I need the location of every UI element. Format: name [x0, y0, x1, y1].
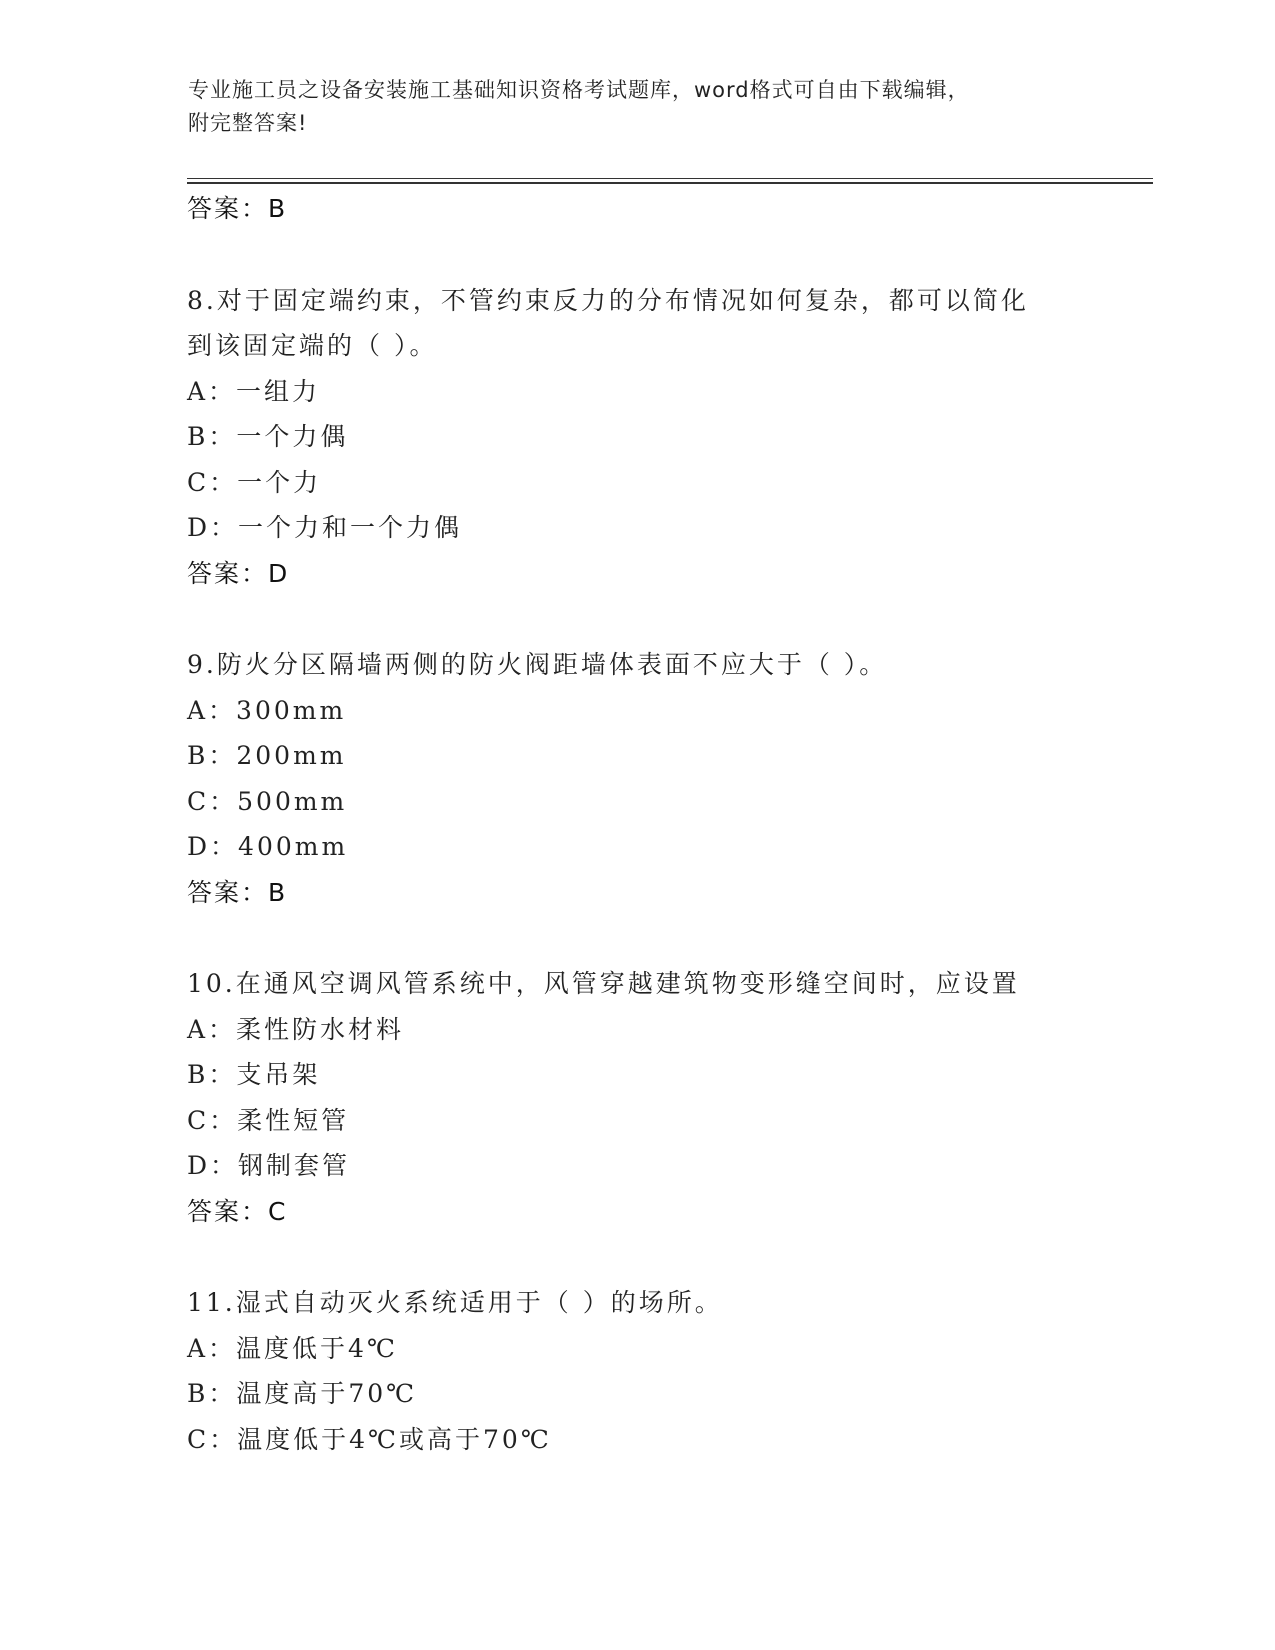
option-a: A：温度低于4℃ — [187, 1333, 398, 1363]
option-c: C：500mm — [187, 786, 348, 816]
header-rule-thin — [187, 178, 1153, 179]
spacer — [187, 596, 1137, 642]
option-b: B：200mm — [187, 741, 347, 770]
answer-line: 答案：D — [187, 558, 290, 588]
option-c: C：柔性短管 — [187, 1105, 350, 1135]
document-header — [188, 74, 1068, 140]
question-stem: 9.防火分区隔墙两侧的防火阀距墙体表面不应大于（ ）。 — [187, 650, 888, 679]
option-d: D：钢制套管 — [187, 1151, 351, 1180]
question-stem: 10.在通风空调风管系统中，风管穿越建筑物变形缝空间时，应设置 — [187, 969, 1020, 998]
option-c: C：温度低于4℃或高于70℃ — [187, 1424, 552, 1454]
option-c: C：一个力 — [187, 467, 322, 497]
spacer — [187, 1234, 1137, 1280]
question-9 — [187, 642, 1137, 915]
header-rule-thick — [187, 182, 1153, 184]
question-8 — [187, 278, 1137, 597]
spacer — [187, 232, 1137, 278]
question-10 — [187, 961, 1137, 1234]
question-stem: 11.湿式自动灭火系统适用于（ ）的场所。 — [187, 1288, 723, 1317]
question-list — [187, 186, 1137, 1462]
question-11 — [187, 1280, 1137, 1462]
option-b: B：温度高于70℃ — [187, 1379, 418, 1408]
option-d: D：400mm — [187, 832, 349, 861]
option-b: B：支吊架 — [187, 1060, 321, 1089]
option-a: A：柔性防水材料 — [187, 1014, 405, 1044]
option-b: B：一个力偶 — [187, 422, 349, 451]
spacer — [187, 915, 1137, 961]
option-a: A：一组力 — [187, 376, 321, 406]
question-stem: 到该固定端的（ ）。 — [187, 331, 438, 360]
answer-line: 答案：B — [187, 877, 288, 907]
answer-line: 答案：C — [187, 1196, 288, 1226]
option-d: D：一个力和一个力偶 — [187, 513, 463, 542]
header-line-2: 附完整答案! — [188, 111, 308, 135]
answer-line: 答案：B — [187, 194, 288, 223]
header-line-1: 专业施工员之设备安装施工基础知识资格考试题库，word格式可自由下载编辑， — [188, 78, 970, 102]
question-stem: 8.对于固定端约束，不管约束反力的分布情况如何复杂，都可以简化 — [187, 285, 1029, 315]
option-a: A：300mm — [187, 695, 347, 725]
